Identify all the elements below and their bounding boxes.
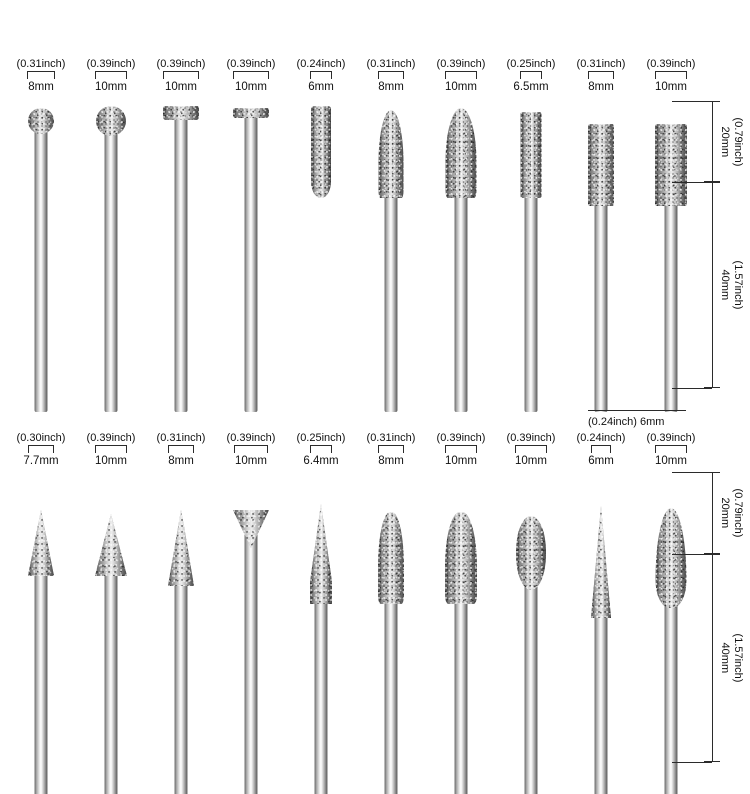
burr-illustration	[496, 468, 566, 794]
bit-item	[286, 58, 356, 424]
inch-label: (0.39inch)	[436, 58, 486, 70]
burr-illustration	[146, 468, 216, 794]
shank-length-inch: (1.57inch)	[732, 633, 744, 683]
head-length-dimension	[696, 472, 744, 554]
bit-item	[496, 432, 566, 794]
shank-diameter-text: (0.24inch) 6mm	[588, 416, 665, 428]
bit-item	[426, 58, 496, 424]
mm-label: 8mm	[28, 81, 54, 93]
inch-label: (0.39inch)	[226, 432, 276, 444]
inch-label: (0.39inch)	[226, 58, 276, 70]
inch-label: (0.39inch)	[156, 58, 206, 70]
head-length-mm: 20mm	[719, 126, 731, 157]
inch-label: (0.39inch)	[436, 432, 486, 444]
bit-item	[356, 58, 426, 424]
bit-item	[566, 432, 636, 794]
shank-length-inch: (1.57inch)	[732, 260, 744, 310]
bit-item	[6, 432, 76, 794]
burr-illustration	[426, 468, 496, 794]
bit-item	[6, 58, 76, 424]
bit-item	[566, 58, 636, 424]
inch-label: (0.31inch)	[156, 432, 206, 444]
inch-label: (0.30inch)	[16, 432, 66, 444]
head-length-text	[680, 489, 744, 538]
mm-label: 10mm	[655, 455, 687, 467]
mm-label: 8mm	[378, 81, 404, 93]
shank-length-mm: 40mm	[719, 269, 731, 301]
mm-label: 6mm	[308, 81, 334, 93]
shank-diameter-note	[588, 403, 664, 428]
burr-illustration	[566, 468, 636, 794]
shank-length-mm: 40mm	[719, 642, 731, 674]
burr-illustration	[356, 468, 426, 794]
inch-label: (0.39inch)	[506, 432, 556, 444]
mm-label: 10mm	[95, 81, 127, 93]
bit-item	[76, 58, 146, 424]
inch-label: (0.24inch)	[296, 58, 346, 70]
burr-illustration	[286, 94, 356, 424]
burr-illustration	[356, 94, 426, 424]
mm-label: 8mm	[168, 455, 194, 467]
inch-label: (0.24inch)	[576, 432, 626, 444]
mm-label: 7.7mm	[23, 455, 59, 467]
inch-label: (0.31inch)	[366, 58, 416, 70]
inch-label: (0.31inch)	[16, 58, 66, 70]
shank-length-dimension	[696, 554, 744, 762]
head-length-dimension	[696, 101, 744, 182]
head-length-text	[680, 117, 744, 166]
mm-label: 10mm	[445, 81, 477, 93]
mm-label: 10mm	[235, 455, 267, 467]
head-length-mm: 20mm	[719, 497, 731, 529]
mm-label: 6.5mm	[513, 81, 549, 93]
bit-item	[356, 432, 426, 794]
inch-label: (0.31inch)	[366, 432, 416, 444]
mm-label: 10mm	[95, 455, 127, 467]
mm-label: 10mm	[445, 455, 477, 467]
burr-illustration	[6, 468, 76, 794]
mm-label: 6mm	[588, 455, 614, 467]
mm-label: 6.4mm	[303, 455, 339, 467]
head-length-inch: (0.79inch)	[732, 488, 744, 538]
mm-label: 10mm	[655, 81, 687, 93]
bit-item	[146, 58, 216, 424]
burr-illustration	[426, 94, 496, 424]
inch-label: (0.39inch)	[86, 432, 136, 444]
inch-label: (0.39inch)	[646, 432, 696, 444]
shank-length-text	[680, 261, 744, 310]
bit-item	[216, 432, 286, 794]
mm-label: 10mm	[235, 81, 267, 93]
burr-illustration	[216, 468, 286, 794]
shank-length-dimension	[696, 182, 744, 388]
mm-label: 10mm	[515, 455, 547, 467]
burr-illustration	[6, 94, 76, 424]
inch-label: (0.25inch)	[296, 432, 346, 444]
mm-label: 10mm	[165, 81, 197, 93]
shank-length-text	[680, 634, 744, 683]
mm-label: 8mm	[588, 81, 614, 93]
bit-item	[216, 58, 286, 424]
bit-item	[146, 432, 216, 794]
bit-item	[426, 432, 496, 794]
burr-illustration	[76, 468, 146, 794]
burr-illustration	[76, 94, 146, 424]
bit-item	[76, 432, 146, 794]
inch-label: (0.39inch)	[646, 58, 696, 70]
burr-illustration	[286, 468, 356, 794]
head-length-inch: (0.79inch)	[732, 117, 744, 166]
inch-label: (0.31inch)	[576, 58, 626, 70]
burr-illustration	[216, 94, 286, 424]
burr-illustration	[566, 94, 636, 424]
inch-label: (0.25inch)	[506, 58, 556, 70]
burr-illustration	[496, 94, 566, 424]
mm-label: 8mm	[378, 455, 404, 467]
bit-item	[286, 432, 356, 794]
burr-illustration	[146, 94, 216, 424]
inch-label: (0.39inch)	[86, 58, 136, 70]
bit-item	[496, 58, 566, 424]
